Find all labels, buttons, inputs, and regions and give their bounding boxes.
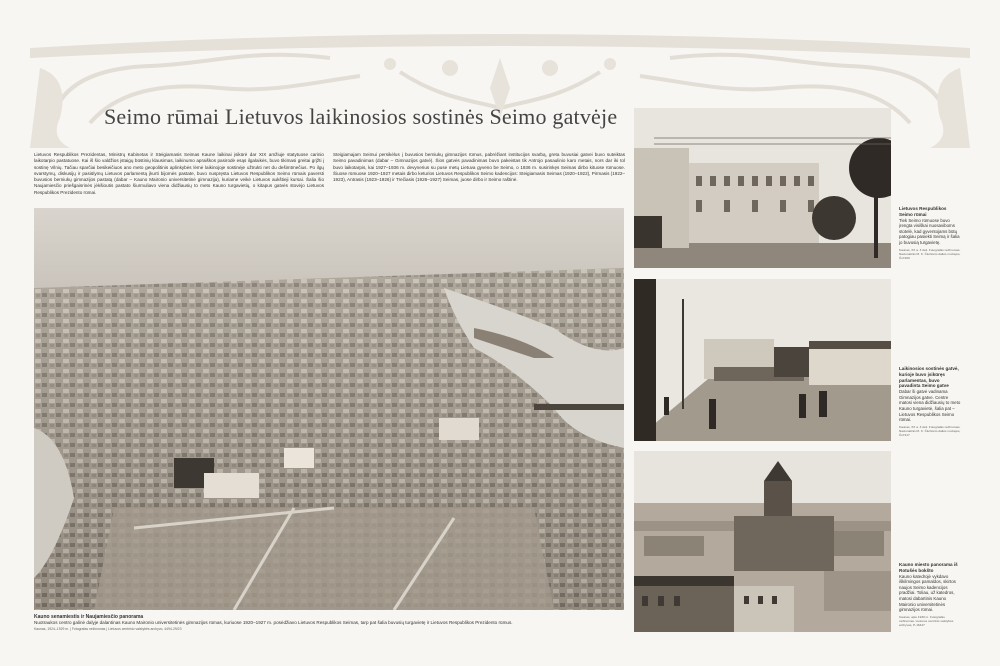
side-caption-title: Lietuvos Respublikos Seimo rūmai xyxy=(899,206,947,217)
side-caption-title: Kauno miesto panorama iš Rotušės bokšto xyxy=(899,562,958,573)
main-photo-caption xyxy=(34,614,624,632)
side-caption-1 xyxy=(899,206,961,260)
side-caption-title: Laikinosios sostinės gatvė, kurioje buvo įsikūręs parlamentas, buvo pavadinta Seimo gatve xyxy=(899,366,959,389)
seimas-building-photo xyxy=(634,108,891,268)
kaunas-panorama-photo xyxy=(634,451,891,632)
intro-paragraph-right: Steigiamajam Seimui persikėlus į buvusios berniukų gimnazijos rūmus, pabrėžiant institucijos svarbą, greta buvusiai gatvei buvo suteiktas Seimo pavadinimas (dabar – Gimnazijos gatvė). Šios gatvės pavadinimas buvo pakeistas tik Antrojo pasaulinio karo metais, nors dar iki tol buvo laikotarpis, kai 1927–1936 m. devynerius su puse metų Lietuva gyveno be Seimo, o 1936 m. susirinkęs Seimas dirbo kituose rūmuose. Šiuose rūmuose 1920–1927 metais dirbo keturios Lietuvos Respublikos Seimo kadencijos: Steigiamasis Seimas (1920–1922), Pirmasis (1922–1923), Antrasis (1923–1926) ir Trečiasis (1926–1927) Seimas, juose dirbo ir Seimo raštinė. xyxy=(333,152,625,183)
side-caption-credit: Kaunas, XX a. 3 deš. Fotografas nežinomas. Nacionalinis M. K. Čiurlionio dailės muziejus, Čs7409 xyxy=(899,247,961,260)
intro-paragraph-left: Lietuvos Respublikos Prezidentas, Ministrų Kabinetas ir Steigiamasis Seimas Kaune laikinai įsikūrė dar XIX amžiuje statytuose carinio laikotarpio pastatuose. Kai iš šio valdžios įstaigų būstinių klausimas, laikinumo apraiškos pasirodė esąs ilgalaikės, buvo tikimasi greitai grįžti į sostinę Vilnių. Tačiau sparčiai besikeičiuos ano meto geopolitinis aplinkybės lėmė laikinojoje sostinėje užtrukti net du dešimtmečius. Po ilgų svarstymų, diskusijų ir pasiūlymų Lietuvos parlamentą įkurti bijomės pastate, buvo nuspręsta Lietuvos Respublikos Seimo rūmais paversti buvusios berniukų gimnazijos pastatą (dabar – Kauno Maironio universitetinė gimnazija), kuriame veikė Lietuvos aukštieji kursai. Šalia šio Naujamiesčio priešgaisrinės jėkšioutis pastato šiurmuliavo viena didžiausių to meto Kauno turgavietių, o kitapus gatvės stovėjo Lietuvos Respublikos Prezidento rūmai. xyxy=(34,152,324,195)
side-caption-text: Dabar ši gatvė vadinama Gimnazijos gatve. Centre matosi viena didžiausių to meto Kauno turgavietė, šalia pat – Lietuvos Respublikos Seimo rūmai. xyxy=(899,389,961,423)
side-caption-2 xyxy=(899,366,961,437)
side-caption-3 xyxy=(899,562,961,627)
page-title: Seimo rūmai Lietuvos laikinosios sostinės Seimo gatvėje xyxy=(104,104,618,129)
main-caption-credit: Kaunas, 1924–1929 m. | Fotografas nežinomas | Lietuvos centrinio valstybės archyvo, 4494-29/23 xyxy=(34,627,182,631)
aerial-panorama-photo xyxy=(34,208,624,610)
side-caption-text: Tiek Seimo rūmuose buvo įrengta visiškai nuosaviboms stotelė, kad gyventojams būtų patogiau pasiekti Seimą ir šalia jo buvusią turgavietę. xyxy=(899,217,960,245)
main-caption-title: Kauno senamiestis ir Naujamiesčio panorama xyxy=(34,614,144,620)
side-caption-credit: Kaunas, apie 1930 m. Fotografas nežinomas. Lietuvos centrinis valstybės archyvas, P-16447 xyxy=(899,614,954,627)
side-caption-text: Kauno katedrojė vykdavo iškilmingos pamaldos, skirtos naujos Seimo kadencijos pradžiai. Toliau, už katedros, matosi dabartinis Kauno Maironio universitetinės gimnazijos rūmai. xyxy=(899,573,956,613)
seimo-street-photo xyxy=(634,279,891,441)
side-caption-credit: Kaunas, XX a. 3 deš. Fotografas nežinomas. Nacionalinis M. K. Čiurlionio dailės muziejus, Čs7417 xyxy=(899,424,961,437)
main-caption-text: Nuotraukos centro galinė dalyje dalantinas Kauno Maironio universitetinės gimnazijos rūmas, kuriuose 1920–1927 m. posėdžiavo Lietuvos Respublikos Seimas, tarp pat šalia buvusių turgavietę ir Lietuvos Respublikos Prezidento rūmus. xyxy=(34,620,513,625)
